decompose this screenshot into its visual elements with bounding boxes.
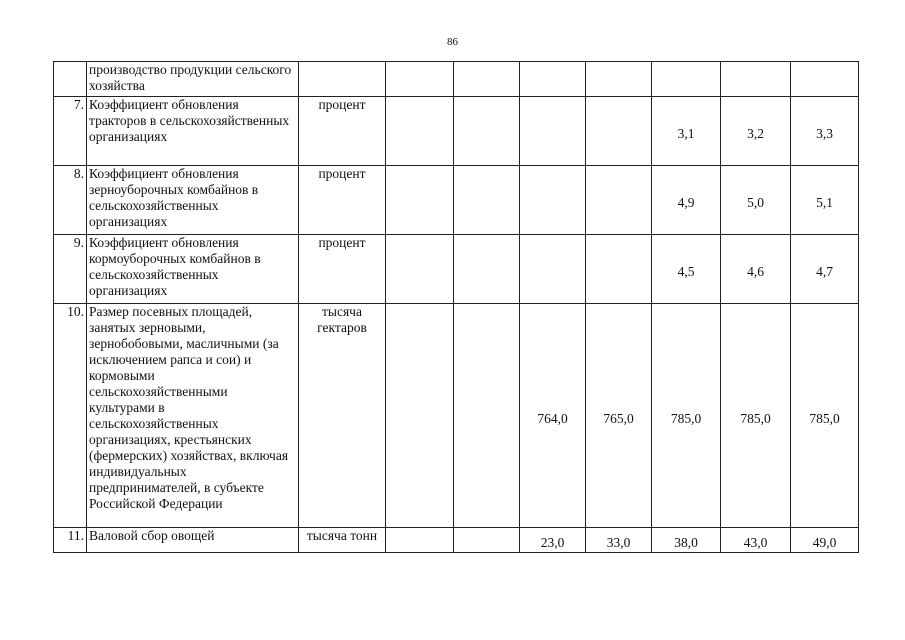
value-cell: 764,0 bbox=[520, 304, 586, 528]
value-cell: 4,7 bbox=[791, 235, 859, 304]
value-cell bbox=[454, 62, 520, 97]
value-cell bbox=[586, 97, 652, 166]
indicator-name: Валовой сбор овощей bbox=[87, 528, 299, 553]
value-cell: 33,0 bbox=[586, 528, 652, 553]
value-cell bbox=[386, 304, 454, 528]
table-row bbox=[54, 97, 859, 166]
value-cell bbox=[520, 97, 586, 166]
row-number: 9. bbox=[54, 235, 87, 304]
value-cell bbox=[454, 166, 520, 235]
value-cell: 4,5 bbox=[652, 235, 721, 304]
indicator-name: производство продукции сельского хозяйства bbox=[87, 62, 299, 97]
row-number: 10. bbox=[54, 304, 87, 528]
value-cell: 5,0 bbox=[721, 166, 791, 235]
value-cell: 23,0 bbox=[520, 528, 586, 553]
value-cell bbox=[386, 97, 454, 166]
unit-cell: процент bbox=[299, 97, 386, 166]
value-cell bbox=[721, 62, 791, 97]
value-cell: 43,0 bbox=[721, 528, 791, 553]
indicator-name: Коэффициент обновления кормоуборочных комбайнов в сельскохозяйственных организациях bbox=[87, 235, 299, 304]
unit-cell: тысяча гектаров bbox=[299, 304, 386, 528]
unit-cell: тысяча тонн bbox=[299, 528, 386, 553]
table-row bbox=[54, 304, 859, 528]
indicator-name: Коэффициент обновления тракторов в сельскохозяйственных организациях bbox=[87, 97, 299, 166]
value-cell: 38,0 bbox=[652, 528, 721, 553]
value-cell bbox=[520, 235, 586, 304]
indicators-table bbox=[53, 61, 859, 553]
value-cell: 3,2 bbox=[721, 97, 791, 166]
value-cell bbox=[586, 62, 652, 97]
value-cell: 765,0 bbox=[586, 304, 652, 528]
page-number: 86 bbox=[447, 36, 458, 48]
value-cell bbox=[386, 166, 454, 235]
value-cell bbox=[454, 97, 520, 166]
row-number: 8. bbox=[54, 166, 87, 235]
value-cell bbox=[791, 62, 859, 97]
table-row bbox=[54, 62, 859, 97]
value-cell: 4,9 bbox=[652, 166, 721, 235]
unit-cell bbox=[299, 62, 386, 97]
value-cell bbox=[386, 235, 454, 304]
row-number: 11. bbox=[54, 528, 87, 553]
value-cell bbox=[586, 166, 652, 235]
value-cell: 4,6 bbox=[721, 235, 791, 304]
value-cell bbox=[454, 528, 520, 553]
value-cell bbox=[520, 62, 586, 97]
indicator-name: Коэффициент обновления зерноуборочных комбайнов в сельскохозяйственных организациях bbox=[87, 166, 299, 235]
value-cell: 5,1 bbox=[791, 166, 859, 235]
indicator-name: Размер посевных площадей, занятых зерновыми, зернобобовыми, масличными (за исключением рапса и сои) и кормовыми сельскохозяйственными культурами в сельскохозяйственных организациях, крестьянских (фермерских) хозяйствах, включая индивидуальных предпринимателей, в субъекте Российской Федерации bbox=[87, 304, 299, 528]
value-cell: 3,1 bbox=[652, 97, 721, 166]
row-number: 7. bbox=[54, 97, 87, 166]
value-cell bbox=[454, 304, 520, 528]
value-cell: 49,0 bbox=[791, 528, 859, 553]
value-cell bbox=[386, 528, 454, 553]
value-cell: 785,0 bbox=[791, 304, 859, 528]
unit-cell: процент bbox=[299, 235, 386, 304]
value-cell: 785,0 bbox=[652, 304, 721, 528]
unit-cell: процент bbox=[299, 166, 386, 235]
table-row bbox=[54, 166, 859, 235]
table-row bbox=[54, 235, 859, 304]
value-cell bbox=[652, 62, 721, 97]
value-cell bbox=[454, 235, 520, 304]
value-cell bbox=[586, 235, 652, 304]
value-cell bbox=[520, 166, 586, 235]
value-cell bbox=[386, 62, 454, 97]
value-cell: 785,0 bbox=[721, 304, 791, 528]
table-row bbox=[54, 528, 859, 553]
row-number bbox=[54, 62, 87, 97]
value-cell: 3,3 bbox=[791, 97, 859, 166]
